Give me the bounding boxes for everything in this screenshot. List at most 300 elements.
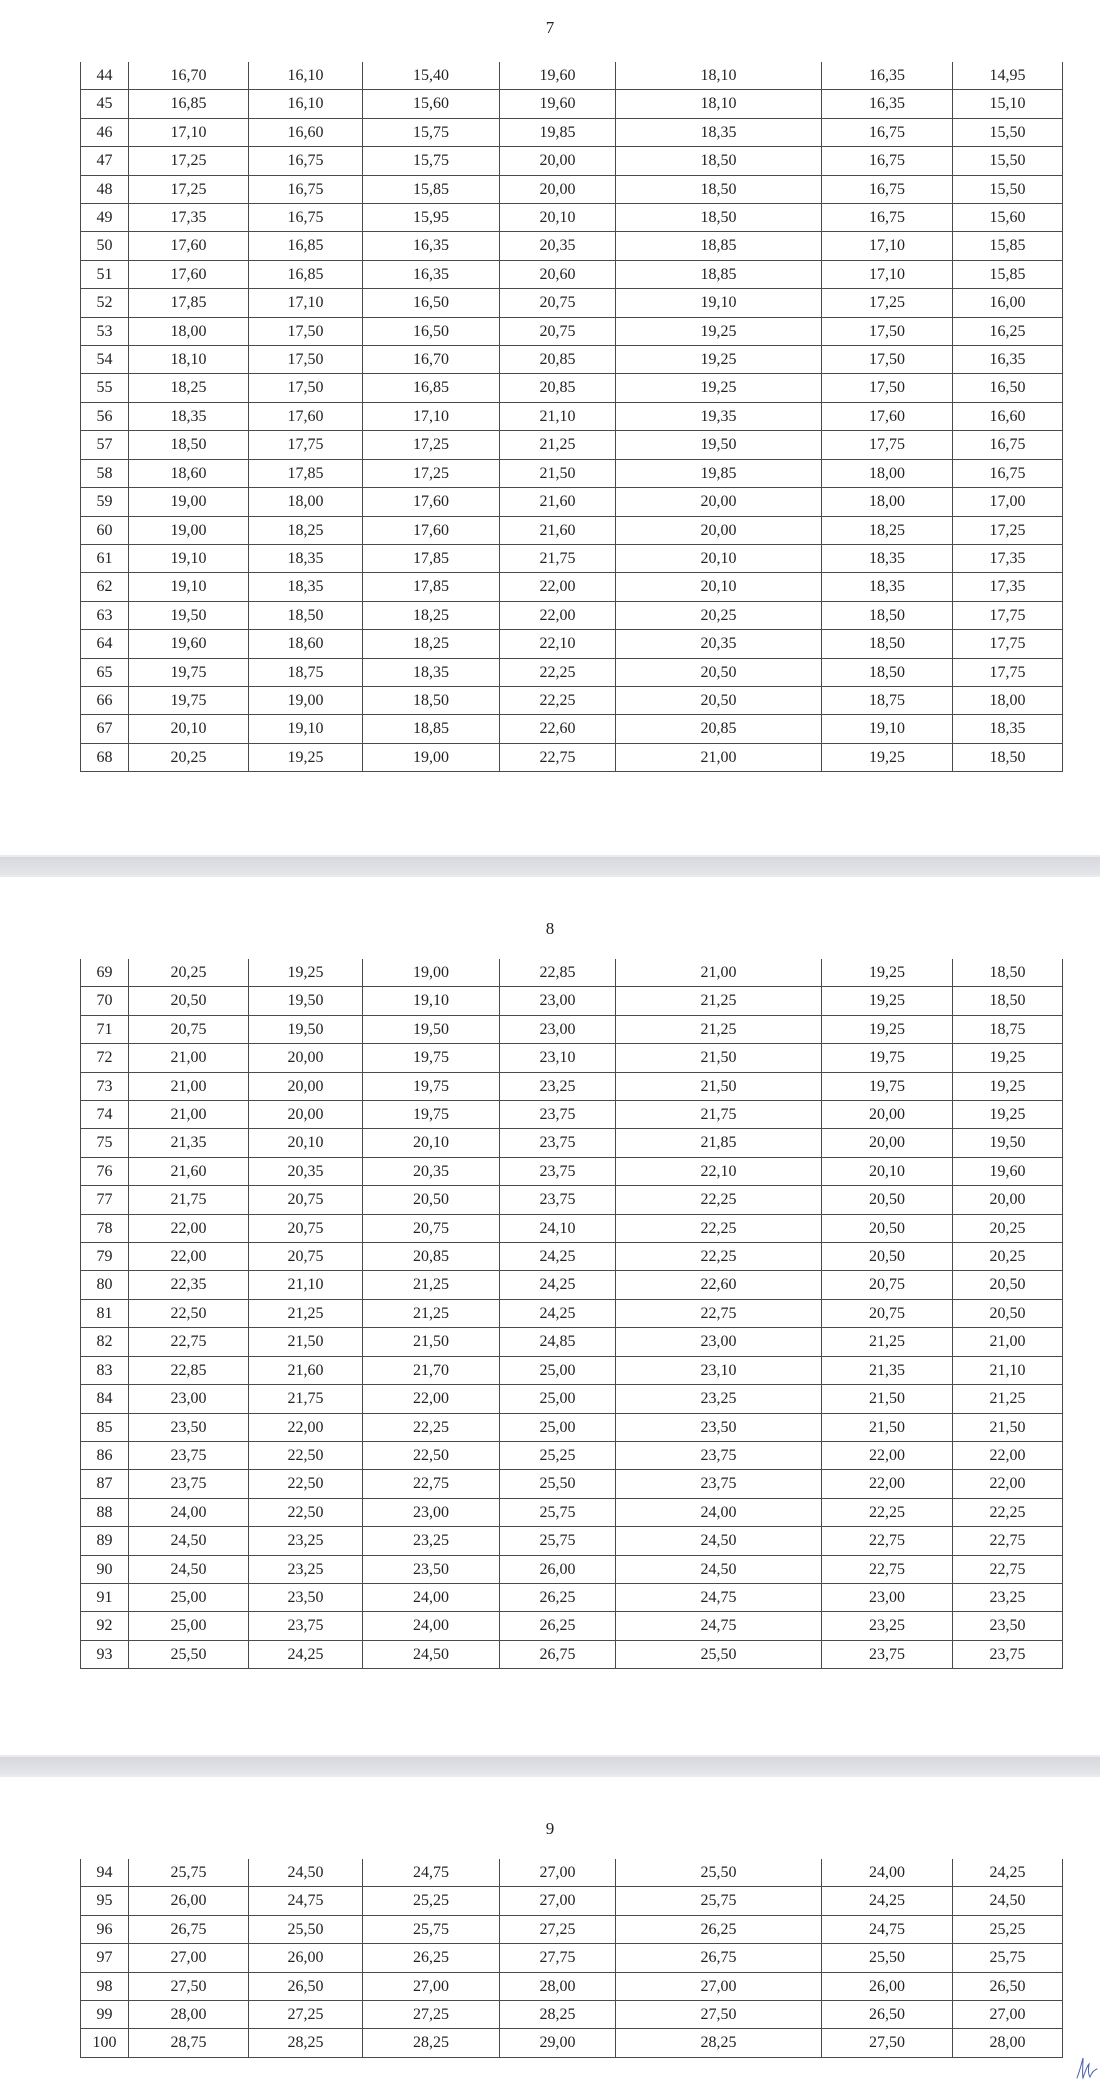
value-cell: 20,85 xyxy=(616,715,822,743)
value-cell: 22,10 xyxy=(500,630,616,658)
row-number-cell: 93 xyxy=(81,1640,129,1668)
value-cell: 22,75 xyxy=(500,743,616,771)
row-number-cell: 77 xyxy=(81,1186,129,1214)
row-number-cell: 48 xyxy=(81,175,129,203)
value-cell: 24,00 xyxy=(616,1498,822,1526)
value-cell: 20,75 xyxy=(249,1243,363,1271)
value-cell: 17,75 xyxy=(953,658,1063,686)
value-cell: 18,35 xyxy=(822,573,953,601)
table-row xyxy=(81,147,1063,175)
value-cell: 16,60 xyxy=(953,402,1063,430)
table-row xyxy=(81,715,1063,743)
value-cell: 18,25 xyxy=(249,516,363,544)
value-cell: 19,60 xyxy=(129,630,249,658)
value-cell: 25,50 xyxy=(249,1915,363,1943)
value-cell: 20,25 xyxy=(129,743,249,771)
value-cell: 22,60 xyxy=(500,715,616,743)
value-cell: 22,50 xyxy=(249,1441,363,1469)
value-cell: 16,70 xyxy=(129,62,249,90)
value-cell: 22,75 xyxy=(953,1527,1063,1555)
table-row xyxy=(81,62,1063,90)
value-cell: 21,50 xyxy=(953,1413,1063,1441)
row-number-cell: 58 xyxy=(81,459,129,487)
value-cell: 20,75 xyxy=(249,1214,363,1242)
value-cell: 23,75 xyxy=(500,1129,616,1157)
value-cell: 25,25 xyxy=(500,1441,616,1469)
value-cell: 25,75 xyxy=(616,1887,822,1915)
value-cell: 20,10 xyxy=(500,204,616,232)
value-cell: 18,35 xyxy=(129,402,249,430)
value-cell: 16,85 xyxy=(129,90,249,118)
table-row xyxy=(81,1859,1063,1887)
value-cell: 26,25 xyxy=(363,1944,500,1972)
value-cell: 21,10 xyxy=(249,1271,363,1299)
value-cell: 19,25 xyxy=(822,743,953,771)
value-cell: 27,25 xyxy=(363,2001,500,2029)
value-cell: 20,75 xyxy=(822,1271,953,1299)
row-number-cell: 57 xyxy=(81,431,129,459)
table-row xyxy=(81,1498,1063,1526)
value-cell: 25,50 xyxy=(129,1640,249,1668)
value-cell: 21,50 xyxy=(616,1044,822,1072)
value-cell: 15,75 xyxy=(363,118,500,146)
row-number-cell: 62 xyxy=(81,573,129,601)
value-cell: 22,50 xyxy=(363,1441,500,1469)
value-cell: 22,50 xyxy=(249,1498,363,1526)
value-cell: 15,50 xyxy=(953,175,1063,203)
value-cell: 17,60 xyxy=(363,488,500,516)
table-row xyxy=(81,90,1063,118)
value-cell: 24,50 xyxy=(249,1859,363,1887)
value-cell: 19,35 xyxy=(616,402,822,430)
value-cell: 24,85 xyxy=(500,1328,616,1356)
value-cell: 22,60 xyxy=(616,1271,822,1299)
row-number-cell: 85 xyxy=(81,1413,129,1441)
value-cell: 15,50 xyxy=(953,118,1063,146)
value-cell: 15,40 xyxy=(363,62,500,90)
value-cell: 18,50 xyxy=(363,686,500,714)
value-cell: 27,00 xyxy=(953,2001,1063,2029)
row-number-cell: 63 xyxy=(81,601,129,629)
value-cell: 17,10 xyxy=(249,289,363,317)
value-cell: 28,00 xyxy=(129,2001,249,2029)
value-cell: 20,35 xyxy=(500,232,616,260)
value-cell: 23,00 xyxy=(616,1328,822,1356)
value-cell: 23,25 xyxy=(953,1583,1063,1611)
table-row xyxy=(81,1555,1063,1583)
value-cell: 17,10 xyxy=(363,402,500,430)
table-row xyxy=(81,1944,1063,1972)
value-cell: 19,10 xyxy=(616,289,822,317)
value-cell: 19,75 xyxy=(822,1072,953,1100)
value-cell: 25,50 xyxy=(616,1859,822,1887)
value-cell: 20,75 xyxy=(822,1299,953,1327)
value-cell: 20,50 xyxy=(822,1186,953,1214)
table-row xyxy=(81,289,1063,317)
value-cell: 23,75 xyxy=(500,1157,616,1185)
value-cell: 26,50 xyxy=(249,1972,363,2000)
value-cell: 15,85 xyxy=(953,260,1063,288)
value-cell: 24,50 xyxy=(129,1555,249,1583)
value-cell: 19,25 xyxy=(616,317,822,345)
value-cell: 22,00 xyxy=(129,1214,249,1242)
value-cell: 23,75 xyxy=(616,1470,822,1498)
table-row xyxy=(81,459,1063,487)
row-number-cell: 96 xyxy=(81,1915,129,1943)
value-cell: 21,00 xyxy=(953,1328,1063,1356)
value-cell: 21,35 xyxy=(822,1356,953,1384)
value-cell: 22,25 xyxy=(616,1243,822,1271)
page-7 xyxy=(0,0,1100,855)
value-cell: 17,75 xyxy=(249,431,363,459)
value-cell: 16,75 xyxy=(249,147,363,175)
value-cell: 23,00 xyxy=(822,1583,953,1611)
value-cell: 21,10 xyxy=(953,1356,1063,1384)
value-cell: 23,50 xyxy=(953,1612,1063,1640)
value-cell: 21,00 xyxy=(129,1044,249,1072)
value-cell: 17,25 xyxy=(129,147,249,175)
value-cell: 23,25 xyxy=(822,1612,953,1640)
value-cell: 19,25 xyxy=(249,959,363,987)
value-cell: 20,00 xyxy=(616,516,822,544)
value-cell: 22,85 xyxy=(500,959,616,987)
row-number-cell: 51 xyxy=(81,260,129,288)
value-cell: 16,75 xyxy=(822,204,953,232)
row-number-cell: 67 xyxy=(81,715,129,743)
row-number-cell: 49 xyxy=(81,204,129,232)
value-cell: 18,25 xyxy=(822,516,953,544)
row-number-cell: 69 xyxy=(81,959,129,987)
value-cell: 19,60 xyxy=(953,1157,1063,1185)
value-cell: 20,50 xyxy=(129,987,249,1015)
value-cell: 21,00 xyxy=(616,959,822,987)
value-cell: 23,10 xyxy=(500,1044,616,1072)
value-cell: 21,25 xyxy=(616,987,822,1015)
value-cell: 21,00 xyxy=(129,1072,249,1100)
value-cell: 17,50 xyxy=(822,374,953,402)
value-cell: 28,00 xyxy=(953,2029,1063,2057)
table-row xyxy=(81,1441,1063,1469)
value-cell: 15,10 xyxy=(953,90,1063,118)
value-cell: 16,75 xyxy=(249,204,363,232)
value-cell: 20,10 xyxy=(822,1157,953,1185)
row-number-cell: 65 xyxy=(81,658,129,686)
table-row xyxy=(81,743,1063,771)
value-cell: 20,00 xyxy=(249,1101,363,1129)
value-cell: 17,60 xyxy=(822,402,953,430)
table-row xyxy=(81,118,1063,146)
value-cell: 22,00 xyxy=(500,573,616,601)
row-number-cell: 55 xyxy=(81,374,129,402)
value-cell: 24,75 xyxy=(616,1583,822,1611)
value-cell: 25,25 xyxy=(953,1915,1063,1943)
value-cell: 21,50 xyxy=(500,459,616,487)
table-row xyxy=(81,175,1063,203)
value-cell: 16,85 xyxy=(249,260,363,288)
value-cell: 22,25 xyxy=(822,1498,953,1526)
value-cell: 20,00 xyxy=(953,1186,1063,1214)
value-cell: 19,50 xyxy=(249,987,363,1015)
value-cell: 27,00 xyxy=(500,1859,616,1887)
value-cell: 26,00 xyxy=(129,1887,249,1915)
row-number-cell: 86 xyxy=(81,1441,129,1469)
value-cell: 27,50 xyxy=(129,1972,249,2000)
row-number-cell: 97 xyxy=(81,1944,129,1972)
value-cell: 20,85 xyxy=(500,346,616,374)
value-cell: 26,50 xyxy=(822,2001,953,2029)
table-row xyxy=(81,2029,1063,2057)
row-number-cell: 73 xyxy=(81,1072,129,1100)
value-cell: 18,25 xyxy=(363,630,500,658)
value-cell: 21,25 xyxy=(822,1328,953,1356)
value-cell: 21,10 xyxy=(500,402,616,430)
value-cell: 19,10 xyxy=(249,715,363,743)
value-cell: 19,75 xyxy=(129,686,249,714)
value-cell: 21,75 xyxy=(129,1186,249,1214)
value-cell: 18,50 xyxy=(953,743,1063,771)
value-cell: 16,25 xyxy=(953,317,1063,345)
value-cell: 19,75 xyxy=(363,1044,500,1072)
row-number-cell: 60 xyxy=(81,516,129,544)
row-number-cell: 92 xyxy=(81,1612,129,1640)
table-row xyxy=(81,686,1063,714)
table-row xyxy=(81,544,1063,572)
value-cell: 17,85 xyxy=(363,573,500,601)
value-cell: 27,50 xyxy=(822,2029,953,2057)
row-number-cell: 44 xyxy=(81,62,129,90)
value-cell: 27,25 xyxy=(500,1915,616,1943)
value-cell: 23,00 xyxy=(363,1498,500,1526)
value-cell: 22,75 xyxy=(822,1555,953,1583)
table-row xyxy=(81,516,1063,544)
table-row xyxy=(81,1640,1063,1668)
value-cell: 20,00 xyxy=(249,1044,363,1072)
value-cell: 21,25 xyxy=(363,1299,500,1327)
value-cell: 20,85 xyxy=(500,374,616,402)
value-cell: 25,75 xyxy=(363,1915,500,1943)
value-cell: 21,50 xyxy=(363,1328,500,1356)
value-cell: 24,00 xyxy=(129,1498,249,1526)
value-cell: 21,25 xyxy=(249,1299,363,1327)
value-cell: 23,25 xyxy=(616,1385,822,1413)
value-cell: 16,75 xyxy=(822,175,953,203)
value-cell: 17,25 xyxy=(129,175,249,203)
value-cell: 20,35 xyxy=(249,1157,363,1185)
value-cell: 19,50 xyxy=(616,431,822,459)
row-number-cell: 50 xyxy=(81,232,129,260)
value-cell: 17,10 xyxy=(822,260,953,288)
value-cell: 23,00 xyxy=(500,987,616,1015)
value-cell: 20,75 xyxy=(500,289,616,317)
value-cell: 17,35 xyxy=(129,204,249,232)
value-cell: 20,50 xyxy=(953,1271,1063,1299)
value-cell: 27,00 xyxy=(500,1887,616,1915)
value-cell: 20,75 xyxy=(129,1015,249,1043)
value-cell: 26,25 xyxy=(500,1583,616,1611)
value-cell: 20,10 xyxy=(616,573,822,601)
value-cell: 19,75 xyxy=(822,1044,953,1072)
row-number-cell: 75 xyxy=(81,1129,129,1157)
value-cell: 24,00 xyxy=(363,1612,500,1640)
value-cell: 22,50 xyxy=(129,1299,249,1327)
value-cell: 18,35 xyxy=(249,544,363,572)
value-cell: 23,10 xyxy=(616,1356,822,1384)
value-cell: 16,35 xyxy=(363,232,500,260)
value-cell: 15,85 xyxy=(953,232,1063,260)
value-cell: 24,50 xyxy=(616,1527,822,1555)
page-8 xyxy=(0,877,1100,1755)
value-cell: 21,25 xyxy=(616,1015,822,1043)
value-cell: 21,25 xyxy=(953,1385,1063,1413)
value-cell: 18,50 xyxy=(616,204,822,232)
row-number-cell: 46 xyxy=(81,118,129,146)
value-cell: 20,00 xyxy=(616,488,822,516)
value-cell: 17,50 xyxy=(249,374,363,402)
table-row xyxy=(81,1214,1063,1242)
value-cell: 19,50 xyxy=(249,1015,363,1043)
value-cell: 23,25 xyxy=(500,1072,616,1100)
value-cell: 19,75 xyxy=(363,1072,500,1100)
value-cell: 17,60 xyxy=(363,516,500,544)
value-cell: 19,75 xyxy=(129,658,249,686)
value-cell: 19,25 xyxy=(953,1044,1063,1072)
value-cell: 24,50 xyxy=(129,1527,249,1555)
value-cell: 27,75 xyxy=(500,1944,616,1972)
row-number-cell: 72 xyxy=(81,1044,129,1072)
value-cell: 23,75 xyxy=(616,1441,822,1469)
value-cell: 28,25 xyxy=(500,2001,616,2029)
value-cell: 24,75 xyxy=(249,1887,363,1915)
value-cell: 21,75 xyxy=(249,1385,363,1413)
table-row xyxy=(81,1413,1063,1441)
value-cell: 25,50 xyxy=(822,1944,953,1972)
value-cell: 19,25 xyxy=(953,1101,1063,1129)
table-row xyxy=(81,232,1063,260)
table-row xyxy=(81,1157,1063,1185)
table-row xyxy=(81,1972,1063,2000)
value-cell: 17,50 xyxy=(249,346,363,374)
table-row xyxy=(81,987,1063,1015)
value-cell: 16,85 xyxy=(363,374,500,402)
value-cell: 22,75 xyxy=(822,1527,953,1555)
value-cell: 16,10 xyxy=(249,62,363,90)
table-row xyxy=(81,601,1063,629)
table-row xyxy=(81,2001,1063,2029)
table-row xyxy=(81,1385,1063,1413)
value-cell: 20,75 xyxy=(500,317,616,345)
value-cell: 19,75 xyxy=(363,1101,500,1129)
value-cell: 21,00 xyxy=(616,743,822,771)
value-cell: 26,00 xyxy=(249,1944,363,1972)
value-cell: 20,50 xyxy=(616,686,822,714)
value-cell: 18,85 xyxy=(616,260,822,288)
value-cell: 19,25 xyxy=(616,374,822,402)
value-cell: 19,00 xyxy=(249,686,363,714)
row-number-cell: 52 xyxy=(81,289,129,317)
row-number-cell: 78 xyxy=(81,1214,129,1242)
value-cell: 20,10 xyxy=(616,544,822,572)
value-cell: 19,00 xyxy=(129,488,249,516)
value-cell: 22,00 xyxy=(363,1385,500,1413)
value-cell: 27,25 xyxy=(249,2001,363,2029)
value-cell: 24,50 xyxy=(363,1640,500,1668)
value-cell: 21,60 xyxy=(249,1356,363,1384)
value-cell: 18,75 xyxy=(822,686,953,714)
table-row xyxy=(81,1887,1063,1915)
value-cell: 16,75 xyxy=(822,118,953,146)
value-cell: 27,50 xyxy=(616,2001,822,2029)
table-row xyxy=(81,1583,1063,1611)
table-row xyxy=(81,1129,1063,1157)
value-cell: 16,50 xyxy=(363,289,500,317)
value-cell: 23,50 xyxy=(616,1413,822,1441)
value-cell: 17,25 xyxy=(363,459,500,487)
value-cell: 17,85 xyxy=(363,544,500,572)
value-cell: 23,25 xyxy=(363,1527,500,1555)
row-number-cell: 56 xyxy=(81,402,129,430)
value-cell: 19,25 xyxy=(616,346,822,374)
table-row xyxy=(81,346,1063,374)
value-cell: 22,75 xyxy=(363,1470,500,1498)
value-cell: 20,10 xyxy=(363,1129,500,1157)
handwritten-signature-icon xyxy=(1074,2052,1100,2082)
value-cell: 28,25 xyxy=(363,2029,500,2057)
value-cell: 20,35 xyxy=(363,1157,500,1185)
value-cell: 17,60 xyxy=(129,260,249,288)
value-cell: 19,25 xyxy=(822,959,953,987)
page-number: 7 xyxy=(545,18,555,37)
value-cell: 20,75 xyxy=(249,1186,363,1214)
row-number-cell: 59 xyxy=(81,488,129,516)
value-cell: 16,35 xyxy=(822,62,953,90)
value-cell: 25,25 xyxy=(363,1887,500,1915)
value-cell: 20,10 xyxy=(249,1129,363,1157)
value-cell: 26,75 xyxy=(129,1915,249,1943)
value-cell: 23,75 xyxy=(500,1101,616,1129)
row-number-cell: 64 xyxy=(81,630,129,658)
value-cell: 23,50 xyxy=(249,1583,363,1611)
value-cell: 23,50 xyxy=(129,1413,249,1441)
value-cell: 15,60 xyxy=(953,204,1063,232)
value-cell: 22,25 xyxy=(616,1186,822,1214)
value-cell: 26,50 xyxy=(953,1972,1063,2000)
value-cell: 22,50 xyxy=(249,1470,363,1498)
value-cell: 16,70 xyxy=(363,346,500,374)
value-cell: 28,00 xyxy=(500,1972,616,2000)
value-cell: 20,50 xyxy=(953,1299,1063,1327)
data-table xyxy=(80,1859,1063,2058)
row-number-cell: 70 xyxy=(81,987,129,1015)
row-number-cell: 95 xyxy=(81,1887,129,1915)
value-cell: 24,75 xyxy=(616,1612,822,1640)
value-cell: 25,75 xyxy=(129,1859,249,1887)
value-cell: 17,85 xyxy=(249,459,363,487)
value-cell: 22,00 xyxy=(129,1243,249,1271)
table-row xyxy=(81,1044,1063,1072)
value-cell: 25,00 xyxy=(500,1413,616,1441)
value-cell: 21,50 xyxy=(822,1385,953,1413)
value-cell: 17,50 xyxy=(822,317,953,345)
value-cell: 17,00 xyxy=(953,488,1063,516)
value-cell: 16,50 xyxy=(363,317,500,345)
value-cell: 28,25 xyxy=(249,2029,363,2057)
value-cell: 17,25 xyxy=(363,431,500,459)
table-row xyxy=(81,1356,1063,1384)
value-cell: 23,75 xyxy=(249,1612,363,1640)
value-cell: 16,35 xyxy=(822,90,953,118)
data-table xyxy=(80,62,1063,772)
value-cell: 21,70 xyxy=(363,1356,500,1384)
